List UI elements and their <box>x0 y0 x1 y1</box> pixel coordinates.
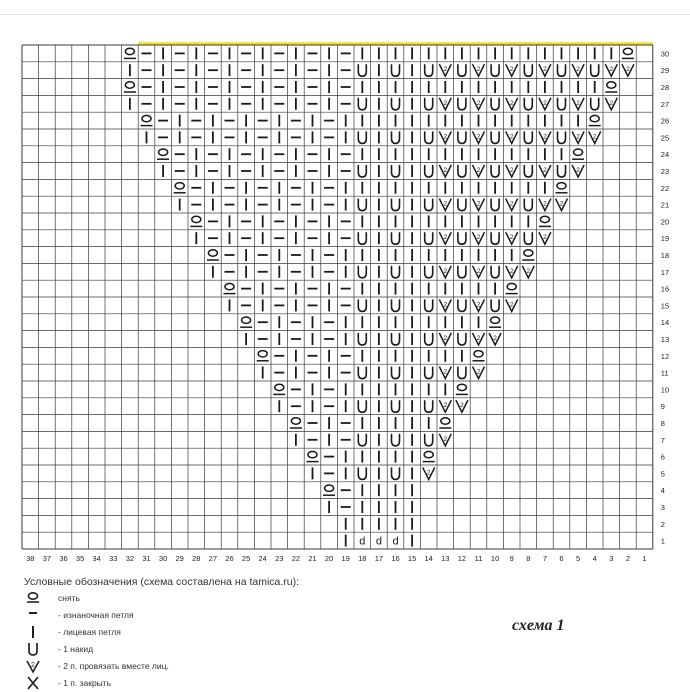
k2tog-mark-number: 2 <box>509 99 514 107</box>
column-label: 5 <box>576 554 581 563</box>
column-label: 30 <box>158 554 168 563</box>
column-label: 6 <box>559 554 564 563</box>
column-label: 38 <box>26 554 35 563</box>
svg-text:2: 2 <box>31 662 35 669</box>
k2tog-mark-number: 2 <box>476 267 481 275</box>
slip-mark <box>125 82 134 88</box>
legend-label: - 1 п. закрыть <box>58 678 112 688</box>
yarn-over-mark <box>524 64 532 76</box>
yarn-over-mark <box>425 199 433 211</box>
row-label: 17 <box>660 267 670 277</box>
row-label: 25 <box>660 133 670 143</box>
column-label: 4 <box>592 554 597 563</box>
k2tog-mark-number: 2 <box>443 301 448 309</box>
k2tog-mark-number: 2 <box>543 167 547 174</box>
legend-item-knit <box>24 624 444 641</box>
slip-mark <box>474 351 483 357</box>
k2tog-mark-number: 2 <box>526 267 531 275</box>
row-label: 29 <box>660 66 670 76</box>
yarn-over-mark <box>392 131 400 143</box>
slip-mark <box>291 418 300 424</box>
scheme-caption: схема 1 <box>512 617 565 634</box>
column-label: 14 <box>424 554 433 563</box>
k2tog-mark-number: 2 <box>476 335 481 342</box>
row-label: 21 <box>660 200 670 210</box>
row-label: 15 <box>660 301 670 311</box>
k2tog-mark-number: 2 <box>443 402 448 410</box>
column-label: 10 <box>490 554 500 563</box>
k2tog-mark-number: 2 <box>509 200 514 208</box>
k2tog-mark-number: 2 <box>543 133 547 141</box>
yarn-over-mark <box>392 400 400 412</box>
slip-mark <box>623 48 632 54</box>
row-label: 20 <box>660 217 670 227</box>
row-label: 7 <box>660 435 665 445</box>
slip-mark <box>574 149 583 155</box>
column-label: 17 <box>374 554 384 563</box>
column-label: 24 <box>258 554 267 563</box>
column-label: 28 <box>192 554 201 563</box>
legend-title: Условные обозначения (схема составлена на tamica.ru): <box>24 576 300 588</box>
yarn-over-mark <box>392 199 400 211</box>
yarn-over-mark <box>358 467 366 479</box>
k2tog-mark-number: 2 <box>543 66 547 74</box>
yarn-over-mark <box>425 400 433 412</box>
column-label: 20 <box>324 554 334 563</box>
column-label: 12 <box>457 554 467 563</box>
k2tog-mark-number: 2 <box>592 133 597 141</box>
slip-mark <box>590 115 599 121</box>
column-label: 18 <box>358 554 367 563</box>
slip-mark <box>441 418 450 424</box>
slip-mark <box>491 317 500 323</box>
k2tog-mark-number: 2 <box>426 469 431 477</box>
k2tog-mark-number: 2 <box>476 133 481 141</box>
yarn-over-mark <box>392 333 400 345</box>
row-label: 8 <box>660 419 665 428</box>
k2tog-mark-number: 2 <box>443 335 448 342</box>
k2tog-mark-number: 2 <box>443 167 448 174</box>
slip-mark <box>540 216 549 222</box>
k2tog-mark-number: 2 <box>443 267 448 275</box>
k2tog-icon <box>26 658 40 674</box>
yarn-over-mark <box>591 98 599 110</box>
column-label: 34 <box>92 554 101 563</box>
yarn-over-mark <box>425 98 433 110</box>
yarn-over-mark <box>491 299 499 311</box>
column-label: 37 <box>42 554 52 563</box>
k2tog-mark-number: 2 <box>476 167 481 174</box>
row-label: 13 <box>660 335 670 344</box>
yarn-over-mark <box>524 232 532 244</box>
column-label: 9 <box>509 554 514 563</box>
column-label: 35 <box>75 554 85 563</box>
row-label: 26 <box>660 116 670 126</box>
k2tog-mark-number: 2 <box>443 200 448 208</box>
yarn-over-mark <box>358 165 366 177</box>
legend <box>24 576 444 692</box>
k2tog-mark-number: 2 <box>476 66 481 74</box>
yarn-over-mark <box>458 333 466 345</box>
yarn-over-mark <box>425 131 433 143</box>
k2tog-mark-number: 2 <box>443 99 448 107</box>
column-label: 23 <box>275 554 284 563</box>
legend-item-slip <box>24 590 444 607</box>
k2tog-mark-number: 2 <box>476 234 481 242</box>
row-label: 24 <box>660 150 670 160</box>
slip-mark <box>208 250 217 256</box>
row-label: 11 <box>660 368 669 378</box>
yarn-over-mark <box>558 64 566 76</box>
slip-mark <box>308 451 317 457</box>
yarn-over-mark <box>358 400 366 412</box>
row-label: 5 <box>660 469 665 479</box>
yarn-over-mark <box>358 299 366 311</box>
k2tog-mark-number: 2 <box>460 402 464 410</box>
yarn-over-mark <box>491 266 499 278</box>
k2tog-mark-number: 2 <box>576 167 580 174</box>
legend-item-purl <box>24 607 444 624</box>
column-label: 32 <box>125 554 135 563</box>
row-label: 27 <box>660 99 670 109</box>
column-label: 27 <box>208 554 218 563</box>
yarn-over-mark <box>425 266 433 278</box>
slip-mark <box>557 183 566 189</box>
yarn-over-mark <box>358 98 366 110</box>
legend-item-bind-off <box>24 675 444 692</box>
column-label: 22 <box>291 554 301 563</box>
k2tog-mark-number: 2 <box>609 99 614 107</box>
k2tog-mark-number: 2 <box>543 234 547 242</box>
k2tog-mark-number: 2 <box>476 368 481 376</box>
yarn-over-mark <box>392 266 400 278</box>
k2tog-mark-number: 2 <box>509 301 514 309</box>
k2tog-mark-number: 2 <box>443 368 448 376</box>
yarn-over-mark <box>558 131 566 143</box>
k2tog-mark-number: 2 <box>559 200 564 208</box>
column-label: 29 <box>175 554 184 563</box>
yarn-over-mark <box>458 131 466 143</box>
slip-mark <box>242 317 251 323</box>
yarn-over-mark <box>392 434 400 446</box>
yarn-over-mark <box>425 232 433 244</box>
yarn-over-mark <box>491 131 499 143</box>
row-label: 10 <box>660 385 670 395</box>
column-label: 1 <box>642 554 647 563</box>
yarn-over-mark <box>524 199 532 211</box>
row1-d-mark: d <box>392 535 399 548</box>
column-label: 36 <box>59 554 68 563</box>
yarn-over-mark <box>425 299 433 311</box>
k2tog-mark-number: 2 <box>476 301 481 309</box>
slip-mark <box>159 149 168 155</box>
slip-mark <box>125 48 134 54</box>
k2tog-mark-number: 2 <box>493 335 497 342</box>
yarn-over-mark <box>591 64 599 76</box>
yarn-over-mark <box>458 64 466 76</box>
k2tog-mark-number: 2 <box>576 99 580 107</box>
yarn-over-mark <box>524 131 532 143</box>
legend-label: - 1 накид <box>58 644 94 654</box>
yarn-over-mark <box>425 64 433 76</box>
row-label: 28 <box>660 83 670 92</box>
k2tog-mark-number: 2 <box>543 99 547 107</box>
yarn-over-mark <box>358 266 366 278</box>
k2tog-mark-number: 2 <box>609 66 614 74</box>
slip-mark <box>225 283 234 289</box>
k2tog-mark-number: 2 <box>576 66 580 74</box>
yarn-over-mark <box>392 367 400 379</box>
yarn-over-mark <box>425 434 433 446</box>
column-label: 16 <box>391 554 400 563</box>
yarn-over-mark <box>425 333 433 345</box>
k2tog-mark-number: 2 <box>509 167 514 174</box>
slip-mark <box>457 384 466 390</box>
yarn-over-mark <box>558 165 566 177</box>
legend-label: - изнаночная петля <box>58 610 134 620</box>
row-label: 2 <box>660 519 665 529</box>
column-label: 13 <box>441 554 450 563</box>
yarn-over-mark <box>425 165 433 177</box>
yarn-over-mark <box>524 98 532 110</box>
yarn-over-mark <box>458 165 466 177</box>
yarn-over-mark <box>358 64 366 76</box>
row-label: 14 <box>660 318 670 328</box>
k2tog-mark-number: 2 <box>509 133 514 141</box>
yarn-over-mark <box>458 199 466 211</box>
row-label: 3 <box>660 503 665 512</box>
k2tog-mark-number: 2 <box>443 66 448 74</box>
legend-item-k2tog <box>24 658 444 675</box>
knit-icon <box>26 624 40 640</box>
slip-mark <box>175 183 184 189</box>
k2tog-mark-number: 2 <box>443 435 448 443</box>
column-label: 26 <box>225 554 234 563</box>
column-label: 15 <box>407 554 417 563</box>
yarn-over-mark <box>358 333 366 345</box>
row1-d-mark: d <box>359 535 366 548</box>
yarn-over-mark <box>392 467 400 479</box>
slip-mark <box>507 283 516 289</box>
row-label: 30 <box>660 49 670 59</box>
yarn-over-mark <box>425 367 433 379</box>
legend-item-yarn-over <box>24 641 444 658</box>
k2tog-mark-number: 2 <box>509 267 514 275</box>
yarn-over-mark <box>558 98 566 110</box>
column-label: 31 <box>142 554 151 563</box>
slip-mark <box>192 216 201 222</box>
column-label: 25 <box>241 554 251 563</box>
row-label: 9 <box>660 402 665 412</box>
yarn-over-icon <box>26 641 40 657</box>
row-label: 12 <box>660 351 670 361</box>
column-label: 19 <box>341 554 350 563</box>
row-label: 4 <box>660 486 665 496</box>
yarn-over-mark <box>392 299 400 311</box>
yarn-over-mark <box>491 232 499 244</box>
yarn-over-mark <box>358 367 366 379</box>
column-label: 33 <box>109 554 118 563</box>
slip-mark <box>275 384 284 390</box>
legend-label: - лицевая петля <box>58 627 121 637</box>
slip-mark <box>142 115 151 121</box>
k2tog-mark-number: 2 <box>443 234 448 242</box>
yarn-over-mark <box>392 165 400 177</box>
slip-mark <box>325 485 334 491</box>
yarn-over-mark <box>392 232 400 244</box>
legend-label: снять <box>58 593 80 603</box>
slip-mark <box>424 451 433 457</box>
yarn-over-mark <box>458 232 466 244</box>
yarn-over-mark <box>392 64 400 76</box>
column-label: 2 <box>625 554 630 563</box>
yarn-over-mark <box>358 434 366 446</box>
row-label: 23 <box>660 167 670 176</box>
column-label: 7 <box>542 554 547 563</box>
yarn-over-mark <box>491 199 499 211</box>
k2tog-mark-number: 2 <box>626 66 630 74</box>
yarn-over-mark <box>458 266 466 278</box>
k2tog-mark-number: 2 <box>476 200 481 208</box>
slip-mark <box>258 351 267 357</box>
row-label: 18 <box>660 251 670 260</box>
yarn-over-mark <box>491 98 499 110</box>
yarn-over-mark <box>458 367 466 379</box>
yarn-over-mark <box>491 165 499 177</box>
row-label: 16 <box>660 284 670 294</box>
row-label: 22 <box>660 183 670 193</box>
k2tog-mark-number: 2 <box>509 66 514 74</box>
row1-d-mark: d <box>375 535 382 548</box>
column-label: 21 <box>308 554 317 563</box>
yarn-over-mark <box>524 165 532 177</box>
yarn-over-mark <box>458 98 466 110</box>
purl-icon <box>26 607 40 623</box>
k2tog-mark-number: 2 <box>543 200 547 208</box>
k2tog-mark-number: 2 <box>509 234 514 242</box>
yarn-over-mark <box>358 131 366 143</box>
slip-mark <box>607 82 616 88</box>
column-label: 8 <box>526 554 531 563</box>
legend-label: - 2 п. провязать вместе лиц. <box>58 661 169 671</box>
slip-mark <box>524 250 533 256</box>
row-label: 1 <box>660 536 665 546</box>
bind-off-icon <box>26 675 40 691</box>
yarn-over-mark <box>392 98 400 110</box>
yarn-over-mark <box>358 199 366 211</box>
yarn-over-mark <box>491 64 499 76</box>
column-label: 11 <box>474 554 483 563</box>
yarn-over-mark <box>458 299 466 311</box>
k2tog-mark-number: 2 <box>443 133 448 141</box>
row-label: 19 <box>660 234 670 244</box>
slip-icon <box>26 590 40 606</box>
yarn-over-mark <box>358 232 366 244</box>
column-label: 3 <box>609 554 614 563</box>
k2tog-mark-number: 2 <box>576 133 580 141</box>
row-label: 6 <box>660 452 665 462</box>
k2tog-mark-number: 2 <box>476 99 481 107</box>
